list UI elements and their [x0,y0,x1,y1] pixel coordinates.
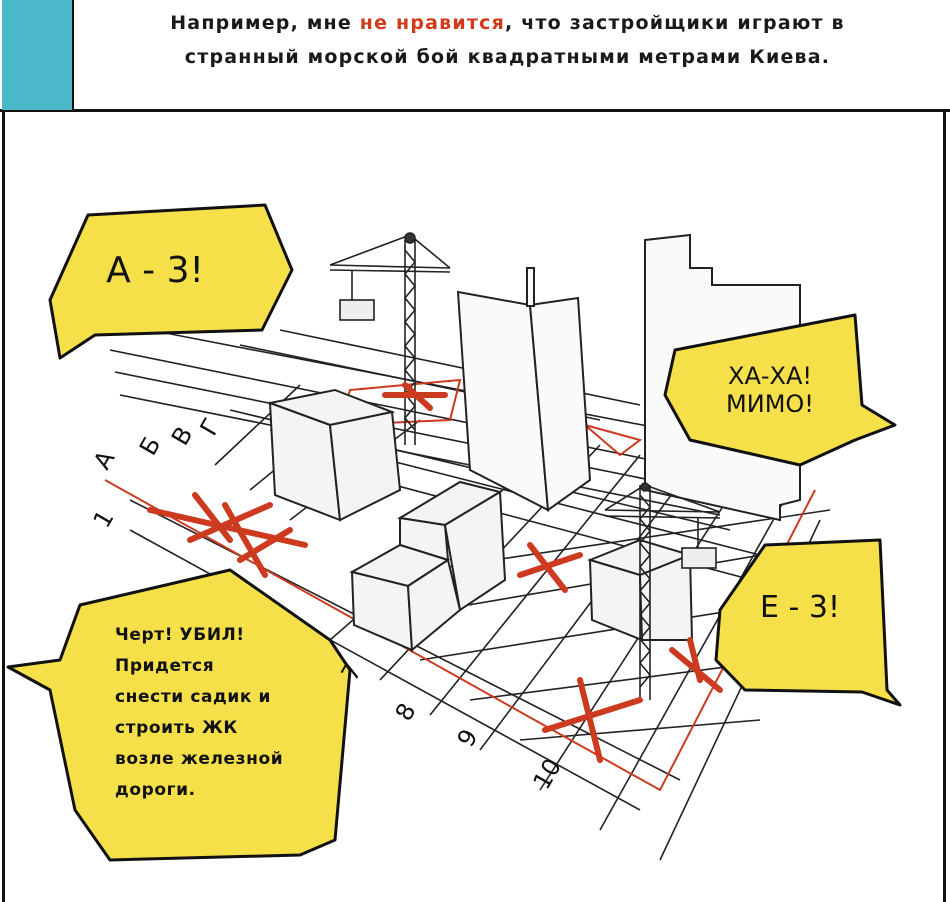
bubble-text-e3: Е - 3! [760,590,840,625]
tall-tower [458,268,590,510]
bubble-text-hit-line-4: строить ЖК [115,718,238,738]
caption-suffix: , что застройщики играют в [504,12,845,34]
bubble-text-miss [700,362,840,418]
bubble-text-hit-line-6: дороги. [115,780,196,800]
bubble-text-a3: А - 3! [106,250,204,291]
caption-prefix: Например, мне [170,12,360,34]
grid-label-number-9: 9 [451,724,484,752]
bubble-text-hit-line-1: Черт! УБИЛ! [115,625,245,645]
caption-line-2: странный морской бой квадратными метрами Киева. [184,46,831,68]
grid-label-letter-4: Г [194,413,227,441]
bubble-text-hit-line-5: возле железной [115,749,284,769]
center-blocks [352,482,505,650]
bubble-text-hit-line-3: снести садик и [115,687,272,707]
bubble-text-hit [115,620,345,806]
bubble-text-miss-line-2: МИМО! [726,390,814,418]
bubble-text-miss-line-1: ХА-ХА! [728,362,812,390]
grid-label-letter-2: Б [133,431,167,461]
grid-label-number-8: 8 [389,698,422,726]
caption-highlight: не нравится [359,12,505,34]
left-block [270,390,400,520]
grid-label-letter-3: В [165,421,199,451]
grid-label-number-1: 1 [87,505,120,533]
grid-label-number-7: 7 [335,658,368,686]
grid-label-number-10: 10 [527,753,568,795]
bubble-text-hit-line-2: Придется [115,656,215,676]
grid-label-letter-1: А [87,445,121,475]
